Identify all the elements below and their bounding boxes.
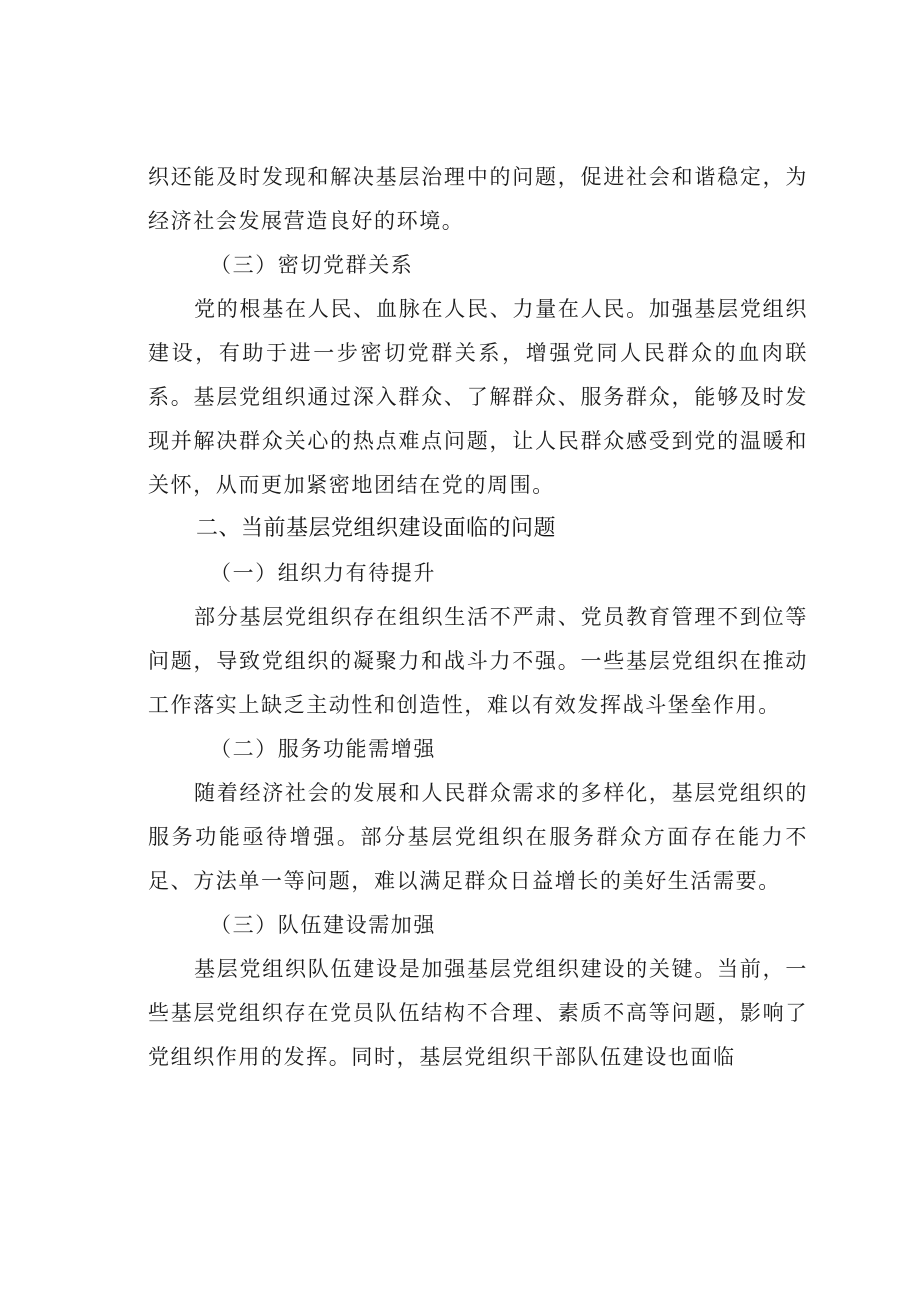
paragraph-service-function: 随着经济社会的发展和人民群众需求的多样化，基层党组织的服务功能亟待增强。部分基层党组织在服务群众方面存在能力不足、方法单一等问题，难以满足群众日益增长的美好生活需要。 (148, 781, 808, 893)
subheading-close-party-mass-relations: （三）密切党群关系 (210, 253, 414, 277)
subheading-service-function: （二）服务功能需增强 (210, 737, 436, 761)
paragraph-continued: 织还能及时发现和解决基层治理中的问题，促进社会和谐稳定，为经济社会发展营造良好的环境。 (148, 165, 808, 233)
subheading-team-building: （三）队伍建设需加强 (210, 913, 436, 937)
paragraph-party-roots: 党的根基在人民、血脉在人民、力量在人民。加强基层党组织建设，有助于进一步密切党群关系，增强党同人民群众的血肉联系。基层党组织通过深入群众、了解群众、服务群众，能够及时发现并解决群众关心的热点难点问题，让人民群众感受到党的温暖和关怀，从而更加紧密地团结在党的周围。 (148, 297, 808, 497)
section-heading-current-problems: 二、当前基层党组织建设面临的问题 (196, 516, 557, 541)
paragraph-team-building: 基层党组织队伍建设是加强基层党组织建设的关键。当前，一些基层党组织存在党员队伍结构不合理、素质不高等问题，影响了党组织作用的发挥。同时，基层党组织干部队伍建设也面临 (148, 957, 808, 1069)
paragraph-organizational-strength: 部分基层党组织存在组织生活不严肃、党员教育管理不到位等问题，导致党组织的凝聚力和战斗力不强。一些基层党组织在推动工作落实上缺乏主动性和创造性，难以有效发挥战斗堡垒作用。 (148, 605, 808, 717)
subheading-organizational-strength: （一）组织力有待提升 (210, 561, 436, 585)
document-page (148, 155, 808, 1079)
